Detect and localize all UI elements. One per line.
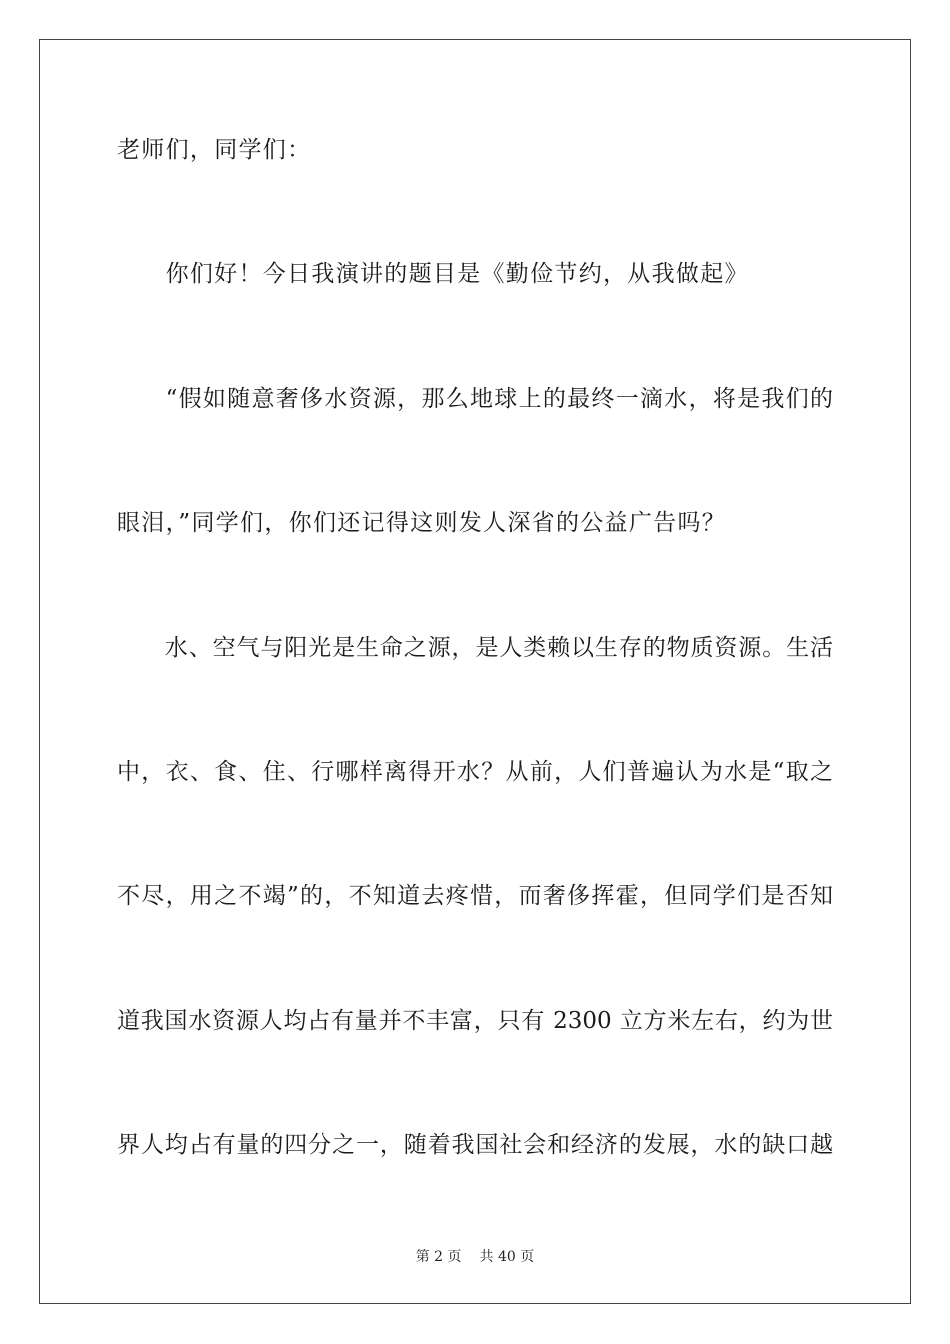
paragraph-line: 眼泪，”同学们，你们还记得这则发人深省的公益广告吗？ xyxy=(117,510,727,536)
paragraph-line: 界人均占有量的四分之一，随着我国社会和经济的发展，水的缺口越 xyxy=(117,1132,833,1158)
paragraph-line: 道我国水资源人均占有量并不丰富，只有 2300 立方米左右，约为世 xyxy=(117,1008,833,1034)
page-border xyxy=(39,39,911,1304)
paragraph-line: 中，衣、食、住、行哪样离得开水？从前，人们普遍认为水是“取之 xyxy=(117,759,833,785)
page-footer xyxy=(0,1248,950,1266)
paragraph-line: 你们好！今日我演讲的题目是《勤俭节约，从我做起》 xyxy=(117,261,749,287)
salutation-line: 老师们，同学们： xyxy=(117,137,312,163)
paragraph-line: 不尽，用之不竭”的，不知道去疼惜，而奢侈挥霍，但同学们是否知 xyxy=(117,883,833,909)
paragraph-line: 水、空气与阳光是生命之源，是人类赖以生存的物质资源。生活 xyxy=(117,635,833,661)
page-total: 共 40 页 xyxy=(479,1249,535,1265)
paragraph-line: “假如随意奢侈水资源，那么地球上的最终一滴水，将是我们的 xyxy=(117,386,833,412)
page-number: 第 2 页 xyxy=(415,1249,462,1265)
